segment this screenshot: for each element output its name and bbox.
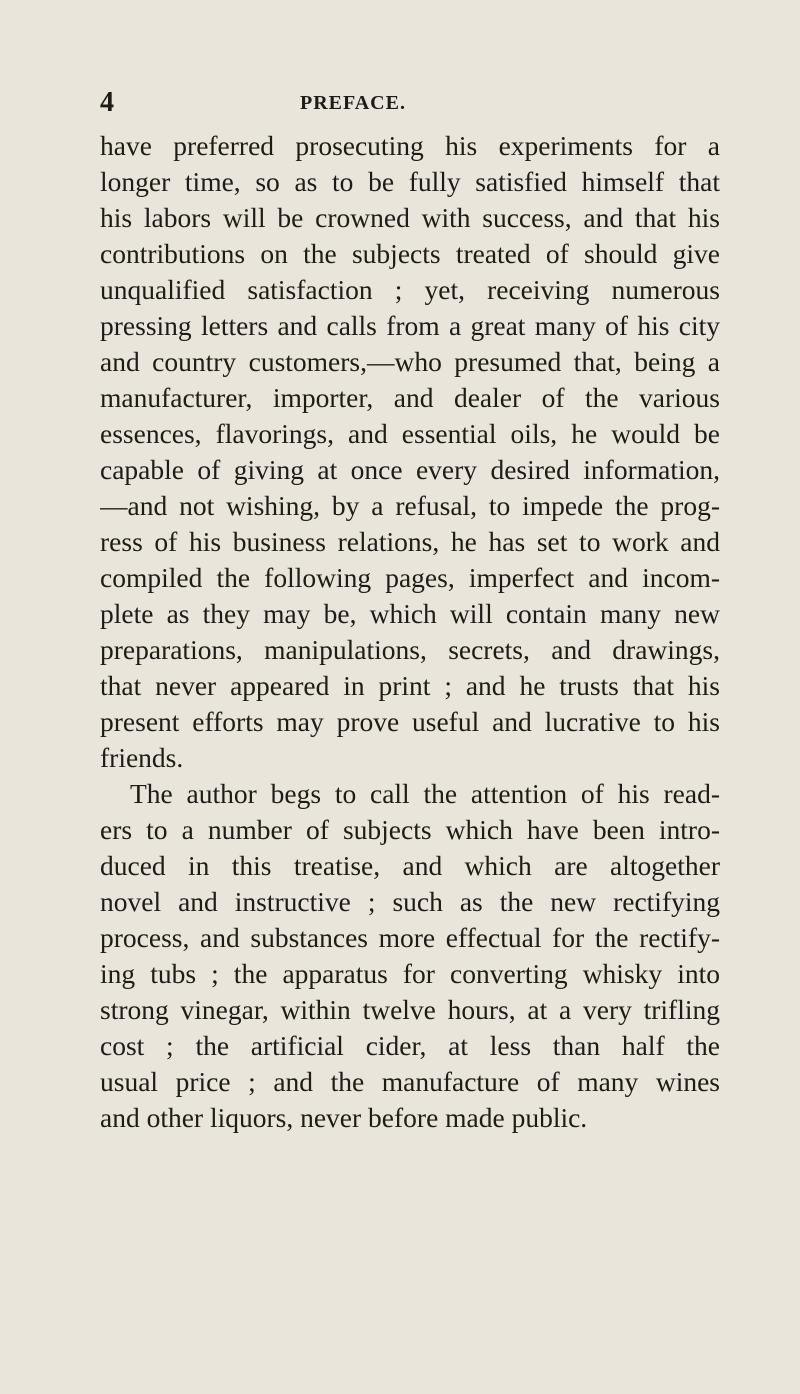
text-line: —and not wishing, by a refusal, to impede the prog- <box>100 490 720 521</box>
page-number: 4 <box>100 87 114 118</box>
text-line: plete as they may be, which will contain many new <box>100 598 720 629</box>
text-line: and country customers,—who presumed that, being a <box>100 346 720 377</box>
text-line: duced in this treatise, and which are altogether <box>100 850 720 881</box>
text-line: friends. <box>100 742 184 773</box>
text-line: ress of his business relations, he has set to work and <box>100 526 720 557</box>
text-line: preparations, manipulations, secrets, and drawings, <box>100 634 720 665</box>
text-line: capable of giving at once every desired information, <box>100 454 720 485</box>
text-line: longer time, so as to be fully satisfied himself that <box>100 166 720 197</box>
text-line: usual price ; and the manufacture of many wines <box>100 1066 720 1097</box>
text-line: contributions on the subjects treated of should give <box>100 238 720 269</box>
page-header <box>100 88 720 118</box>
text-line: present efforts may prove useful and lucrative to his <box>100 706 720 737</box>
text-line: The author begs to call the attention of his read- <box>130 778 720 809</box>
text-line: cost ; the artificial cider, at less than half the <box>100 1030 720 1061</box>
text-line: that never appeared in print ; and he trusts that his <box>100 670 720 701</box>
text-line: novel and instructive ; such as the new rectifying <box>100 886 720 917</box>
text-line: pressing letters and calls from a great many of his city <box>100 310 720 341</box>
text-line: essences, flavorings, and essential oils, he would be <box>100 418 720 449</box>
text-line: compiled the following pages, imperfect and incom- <box>100 562 720 593</box>
text-line: ers to a number of subjects which have been intro- <box>100 814 720 845</box>
text-line: ing tubs ; the apparatus for converting whisky into <box>100 958 720 989</box>
text-line: and other liquors, never before made public. <box>100 1102 588 1133</box>
text-line: strong vinegar, within twelve hours, at a very trifling <box>100 994 720 1025</box>
text-line: his labors will be crowned with success, and that his <box>100 202 720 233</box>
text-line: process, and substances more effectual for the rectify- <box>100 922 720 953</box>
running-head: PREFACE. <box>300 92 406 114</box>
body-text <box>100 128 720 1136</box>
text-line: manufacturer, importer, and dealer of the various <box>100 382 720 413</box>
text-line: have preferred prosecuting his experiments for a <box>100 130 720 161</box>
text-line: unqualified satisfaction ; yet, receiving numerous <box>100 274 720 305</box>
